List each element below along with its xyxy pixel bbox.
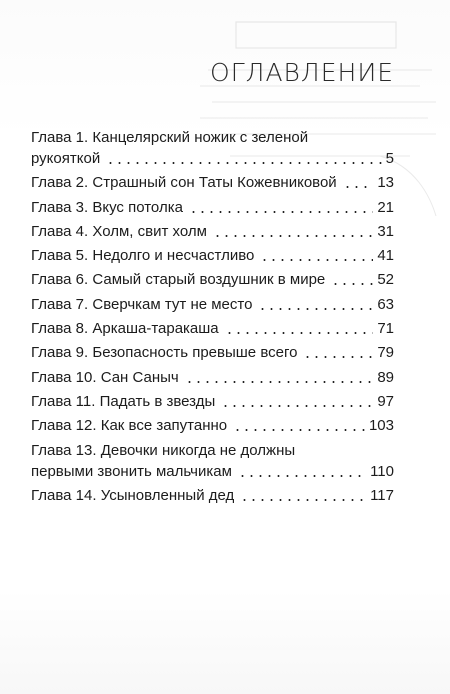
toc-entry <box>31 294 394 315</box>
toc-entry-title: Глава 11. Падать в звезды <box>31 392 216 410</box>
toc-page-number: 21 <box>377 198 394 216</box>
dot-leader <box>258 308 373 310</box>
toc-entry <box>31 269 394 290</box>
toc-entry <box>31 127 394 169</box>
toc-entry-title: Глава 10. Сан Саныч <box>31 368 179 386</box>
dot-leader <box>303 356 373 358</box>
toc-page-number: 41 <box>377 247 394 265</box>
dot-leader <box>233 429 365 431</box>
toc-entry <box>31 172 394 193</box>
toc-entry-title: Глава 5. Недолго и несчастливо <box>31 247 255 265</box>
toc-entry-title: Глава 14. Усыновленный дед <box>31 486 235 504</box>
toc-page-number: 89 <box>377 368 394 386</box>
toc-entry-title: Глава 9. Безопасность превыше всего <box>31 344 298 362</box>
toc-page-number: 110 <box>370 462 394 480</box>
toc-entry-title-line: Глава 1. Канцелярский ножик с зеленой <box>31 129 309 146</box>
dot-leader <box>260 259 373 261</box>
dot-leader <box>213 235 373 237</box>
toc-page-number: 71 <box>377 320 394 338</box>
table-of-contents <box>31 127 394 509</box>
toc-page-number: 63 <box>377 295 394 313</box>
toc-entry <box>31 342 394 363</box>
toc-entry-title: Глава 2. Страшный сон Таты Кожевниковой <box>31 174 337 192</box>
toc-entry <box>31 440 394 482</box>
toc-page-number: 97 <box>377 392 394 410</box>
dot-leader <box>238 475 366 477</box>
toc-page-number: 31 <box>377 222 394 240</box>
toc-entry-title: Глава 7. Сверчкам тут не место <box>31 295 253 313</box>
toc-page-number: 52 <box>377 271 394 289</box>
toc-page-number: 5 <box>385 150 394 167</box>
toc-entry <box>31 197 394 218</box>
toc-entry <box>31 367 394 388</box>
dot-leader <box>225 332 374 334</box>
toc-entry <box>31 415 394 436</box>
toc-entry-title: Глава 12. Как все запутанно <box>31 417 228 435</box>
toc-entry <box>31 391 394 412</box>
toc-page-number: 79 <box>377 344 394 362</box>
dot-leader <box>240 499 366 501</box>
page-title: ОГЛАВЛЕНИЕ <box>210 58 394 87</box>
toc-page-number: 117 <box>370 486 394 504</box>
dot-leader <box>221 405 373 407</box>
toc-entry-title: первыми звонить мальчикам <box>31 462 232 480</box>
toc-entry <box>31 221 394 242</box>
dot-leader <box>343 186 374 188</box>
toc-entry <box>31 318 394 339</box>
toc-entry-title: Глава 3. Вкус потолка <box>31 198 183 216</box>
toc-entry-title: Глава 6. Самый старый воздушник в мире <box>31 271 326 289</box>
dot-leader <box>185 381 374 383</box>
dot-leader <box>331 283 373 285</box>
toc-entry-title-line: Глава 13. Девочки никогда не должны <box>31 441 296 459</box>
toc-entry-title: Глава 4. Холм, свит холм <box>31 222 207 240</box>
toc-entry-title: Глава 8. Аркаша-таракаша <box>31 320 219 338</box>
dot-leader <box>106 162 381 164</box>
toc-page-number: 13 <box>377 174 394 192</box>
toc-entry <box>31 245 394 266</box>
toc-entry <box>31 485 394 506</box>
toc-page-number: 103 <box>368 417 394 435</box>
toc-entry-title: рукояткой <box>31 150 101 167</box>
dot-leader <box>189 211 373 213</box>
